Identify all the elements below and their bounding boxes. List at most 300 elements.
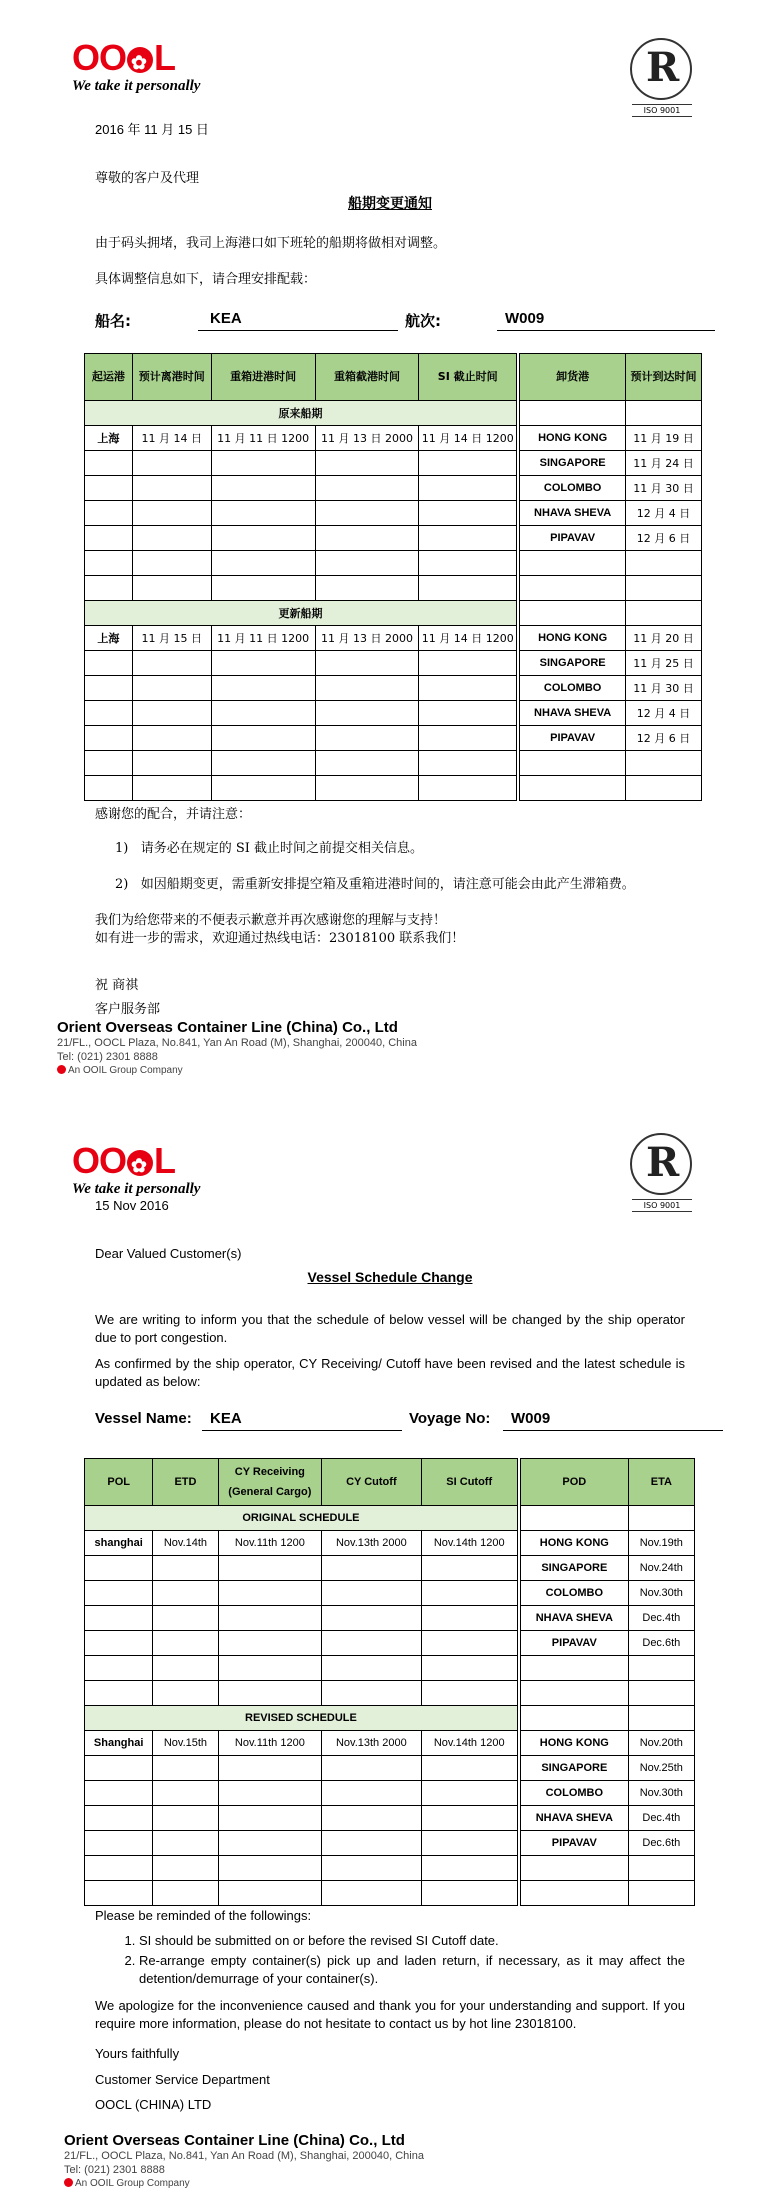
pod-cell: NHAVA SHEVA: [520, 501, 626, 526]
eta-cell: 11 月 24 日: [626, 451, 702, 476]
note-2: 2) 如因船期变更，需重新安排提空箱及重箱进港时间的，请注意可能会由此产生滞箱费。: [115, 877, 635, 892]
table-cell: [421, 1556, 517, 1581]
table-cell: [322, 1831, 421, 1856]
table-cell: [211, 726, 315, 751]
table-cell: shanghai: [85, 1531, 153, 1556]
table-cell: [132, 501, 211, 526]
table-cell: [85, 1806, 153, 1831]
table-cell: [628, 1506, 694, 1531]
table-cell: [419, 526, 517, 551]
column-header: ETA: [628, 1459, 694, 1506]
table-cell: [153, 1756, 218, 1781]
vessel-label: 船名:: [95, 312, 131, 330]
pod-cell: [520, 576, 626, 601]
table-row: [85, 1806, 695, 1831]
original-schedule-label: ORIGINAL SCHEDULE: [85, 1506, 518, 1531]
original-schedule-label-row: [85, 1506, 695, 1531]
pod-cell: PIPAVAV: [520, 1631, 628, 1656]
eta-cell: Nov.25th: [628, 1756, 694, 1781]
oocl-flower-icon: [127, 47, 153, 73]
eta-cell: Dec.6th: [628, 1831, 694, 1856]
pod-cell: PIPAVAV: [520, 526, 626, 551]
eta-cell: 11 月 20 日: [626, 626, 702, 651]
table-row: [85, 1631, 695, 1656]
pod-cell: [520, 751, 626, 776]
table-row: [85, 726, 702, 751]
table-cell: [315, 701, 419, 726]
table-cell: [85, 1631, 153, 1656]
table-cell: [421, 1856, 517, 1881]
note-1: 1) 请务必在规定的 SI 截止时间之前提交相关信息。: [115, 841, 424, 856]
table-cell: [419, 701, 517, 726]
vessel-label: Vessel Name:: [95, 1410, 192, 1427]
table-cell: [315, 451, 419, 476]
pod-cell: SINGAPORE: [520, 1756, 628, 1781]
table-cell: 11 月 11 日 1200: [211, 626, 315, 651]
table-cell: [218, 1756, 322, 1781]
pod-cell: COLOMBO: [520, 476, 626, 501]
table-cell: [85, 1681, 153, 1706]
table-cell: [421, 1781, 517, 1806]
table-cell: [132, 551, 211, 576]
table-cell: [153, 1556, 218, 1581]
table-cell: [132, 701, 211, 726]
column-header: POD: [520, 1459, 628, 1506]
table-cell: [322, 1806, 421, 1831]
pod-cell: [520, 776, 626, 801]
table-cell: [153, 1631, 218, 1656]
table-cell: [153, 1581, 218, 1606]
eta-cell: Dec.4th: [628, 1606, 694, 1631]
voyage-value: W009: [505, 310, 545, 327]
table-cell: [322, 1856, 421, 1881]
table-cell: 11 月 14 日 1200: [419, 426, 517, 451]
table-cell: [211, 776, 315, 801]
table-cell: [315, 526, 419, 551]
logo-tagline: We take it personally: [72, 1181, 201, 1197]
table-cell: [421, 1581, 517, 1606]
table-cell: [211, 526, 315, 551]
table-cell: [211, 676, 315, 701]
column-header: ETD: [153, 1459, 218, 1506]
iso-label: ISO 9001: [632, 1199, 692, 1212]
date: 2016 年 11 月 15 日: [95, 122, 209, 137]
pod-cell: [520, 1881, 628, 1906]
footer-group: An OOIL Group Company: [57, 1064, 417, 1076]
pod-cell: HONG KONG: [520, 426, 626, 451]
eta-cell: Nov.24th: [628, 1556, 694, 1581]
table-cell: [315, 751, 419, 776]
table-cell: [315, 501, 419, 526]
table-cell: [211, 576, 315, 601]
revised-schedule-label-row: [85, 601, 702, 626]
voyage-value: W009: [511, 1410, 551, 1427]
notice-page-english: [0, 1105, 780, 2206]
table-cell: 11 月 15 日: [132, 626, 211, 651]
eta-cell: [626, 776, 702, 801]
pod-cell: [520, 551, 626, 576]
table-cell: [421, 1681, 517, 1706]
oocl-flower-icon: [127, 1150, 153, 1176]
table-cell: [153, 1656, 218, 1681]
pod-cell: COLOMBO: [520, 1581, 628, 1606]
pod-cell: COLOMBO: [520, 676, 626, 701]
table-cell: [419, 676, 517, 701]
footer-company: Orient Overseas Container Line (China) Co., Ltd: [57, 1019, 398, 1036]
table-cell: [211, 751, 315, 776]
table-cell: [85, 451, 133, 476]
voyage-field: [497, 308, 715, 331]
table-cell: [132, 576, 211, 601]
table-cell: [421, 1631, 517, 1656]
pod-cell: SINGAPORE: [520, 451, 626, 476]
revised-schedule-label: REVISED SCHEDULE: [85, 1706, 518, 1731]
table-cell: [85, 726, 133, 751]
table-cell: [419, 751, 517, 776]
table-cell: [322, 1631, 421, 1656]
table-row: [85, 676, 702, 701]
table-cell: [419, 501, 517, 526]
eta-cell: Nov.20th: [628, 1731, 694, 1756]
table-cell: [421, 1881, 517, 1906]
table-row: [85, 1531, 695, 1556]
pod-cell: HONG KONG: [520, 626, 626, 651]
eta-cell: Nov.19th: [628, 1531, 694, 1556]
table-cell: [315, 576, 419, 601]
table-cell: [421, 1831, 517, 1856]
schedule-table: [84, 353, 702, 801]
eta-cell: [628, 1881, 694, 1906]
footer: [64, 2132, 424, 2189]
table-cell: [218, 1806, 322, 1831]
eta-cell: [628, 1856, 694, 1881]
oocl-logo: OO✿ L We take it personally: [72, 1143, 212, 1198]
column-header: 重箱截港时间: [315, 354, 419, 401]
table-row: [85, 426, 702, 451]
table-row: [85, 1681, 695, 1706]
table-cell: [218, 1831, 322, 1856]
detail-text: As confirmed by the ship operator, CY Receiving/ Cutoff have been revised and the latest schedule is updated as below:: [95, 1356, 685, 1389]
table-cell: [218, 1556, 322, 1581]
page-title: Vessel Schedule Change: [307, 1269, 473, 1285]
table-cell: [211, 651, 315, 676]
table-cell: [218, 1606, 322, 1631]
table-row: [85, 626, 702, 651]
iso-label: ISO 9001: [632, 104, 692, 117]
pod-cell: NHAVA SHEVA: [520, 1806, 628, 1831]
pod-cell: PIPAVAV: [520, 1831, 628, 1856]
apology-line-2: 如有进一步的需求，欢迎通过热线电话：23018100 联系我们！: [95, 931, 465, 946]
table-cell: [421, 1806, 517, 1831]
table-cell: Nov.13th 2000: [322, 1731, 421, 1756]
thanks-text: 感谢您的配合，并请注意：: [95, 807, 252, 822]
column-header: 卸货港: [520, 354, 626, 401]
table-cell: [85, 551, 133, 576]
table-cell: [626, 401, 702, 426]
table-cell: [85, 676, 133, 701]
table-row: [85, 501, 702, 526]
table-cell: [520, 1506, 628, 1531]
table-row: [85, 576, 702, 601]
table-row: [85, 1831, 695, 1856]
closing: Yours faithfully: [95, 2046, 180, 2061]
table-cell: 11 月 14 日: [132, 426, 211, 451]
table-cell: [85, 701, 133, 726]
table-cell: [421, 1656, 517, 1681]
notes-list: [95, 1932, 685, 1996]
table-cell: [153, 1881, 218, 1906]
table-cell: [153, 1781, 218, 1806]
table-cell: [85, 651, 133, 676]
column-header: POL: [85, 1459, 153, 1506]
table-header-row: [85, 1459, 695, 1506]
revised-schedule-label-row: [85, 1706, 695, 1731]
column-header: CY Receiving (General Cargo): [218, 1459, 322, 1506]
table-cell: 11 月 14 日 1200: [419, 626, 517, 651]
table-cell: [85, 476, 133, 501]
table-cell: [218, 1881, 322, 1906]
detail-text: 具体调整信息如下，请合理安排配载：: [95, 272, 317, 287]
table-row: [85, 451, 702, 476]
table-cell: Nov.14th 1200: [421, 1531, 517, 1556]
table-cell: [218, 1631, 322, 1656]
table-cell: Nov.11th 1200: [218, 1731, 322, 1756]
eta-cell: 12 月 4 日: [626, 501, 702, 526]
intro-text: 由于码头拥堵，我司上海港口如下班轮的船期将做相对调整。: [95, 236, 447, 251]
pod-cell: HONG KONG: [520, 1531, 628, 1556]
table-cell: [85, 1781, 153, 1806]
department: Customer Service Department: [95, 2072, 270, 2087]
table-cell: [85, 501, 133, 526]
pod-cell: SINGAPORE: [520, 1556, 628, 1581]
original-schedule-label: 原来船期: [85, 401, 517, 426]
pod-cell: COLOMBO: [520, 1781, 628, 1806]
eta-cell: 12 月 6 日: [626, 526, 702, 551]
column-header: 预计离港时间: [132, 354, 211, 401]
eta-cell: 11 月 30 日: [626, 476, 702, 501]
eta-cell: [626, 551, 702, 576]
original-schedule-label-row: [85, 401, 702, 426]
table-row: [85, 651, 702, 676]
table-cell: [218, 1681, 322, 1706]
footer-address: 21/FL., OOCL Plaza, No.841, Yan An Road (M), Shanghai, 200040, China: [64, 2150, 424, 2162]
intro-text: We are writing to inform you that the schedule of below vessel will be changed by the ship operator due to port congestion.: [95, 1312, 685, 1345]
eta-cell: 11 月 25 日: [626, 651, 702, 676]
schedule-table: [84, 1458, 695, 1906]
table-cell: [218, 1781, 322, 1806]
table-cell: [322, 1606, 421, 1631]
footer-tel: Tel: (021) 2301 8888: [64, 2164, 165, 2176]
table-row: [85, 526, 702, 551]
logo-tagline: We take it personally: [72, 78, 201, 94]
eta-cell: Nov.30th: [628, 1781, 694, 1806]
table-cell: [322, 1881, 421, 1906]
oocl-logo: OO✿ L We take it personally: [72, 40, 212, 95]
table-cell: [315, 551, 419, 576]
table-cell: Nov.11th 1200: [218, 1531, 322, 1556]
table-cell: [315, 726, 419, 751]
eta-cell: 11 月 19 日: [626, 426, 702, 451]
table-row: [85, 776, 702, 801]
table-cell: [322, 1781, 421, 1806]
eta-cell: Dec.4th: [628, 1806, 694, 1831]
reminder-text: Please be reminded of the followings:: [95, 1908, 312, 1923]
column-header: 预计到达时间: [626, 354, 702, 401]
apology-text: We apologize for the inconvenience caused and thank you for your understanding and support. If you require more information, please do not hesitate to contact us by hot line 23018100.: [95, 1998, 685, 2031]
table-row: [85, 1756, 695, 1781]
table-row: [85, 1731, 695, 1756]
table-cell: [218, 1856, 322, 1881]
table-header-row: [85, 354, 702, 401]
table-row: [85, 1881, 695, 1906]
eta-cell: Dec.6th: [628, 1631, 694, 1656]
table-cell: [218, 1581, 322, 1606]
footer-group: An OOIL Group Company: [64, 2177, 424, 2189]
table-cell: [218, 1656, 322, 1681]
table-cell: Nov.14th: [153, 1531, 218, 1556]
pod-cell: [520, 1856, 628, 1881]
table-cell: 11 月 13 日 2000: [315, 426, 419, 451]
table-cell: [153, 1856, 218, 1881]
pod-cell: HONG KONG: [520, 1731, 628, 1756]
date: 15 Nov 2016: [95, 1198, 169, 1213]
table-cell: [322, 1681, 421, 1706]
table-cell: [85, 1881, 153, 1906]
table-cell: 11 月 11 日 1200: [211, 426, 315, 451]
table-cell: [419, 451, 517, 476]
table-cell: [132, 776, 211, 801]
closing: 祝 商祺: [95, 978, 139, 993]
greeting: Dear Valued Customer(s): [95, 1246, 242, 1261]
note-1: 1. SI should be submitted on or before the revised SI Cutoff date.: [139, 1932, 685, 1950]
table-row: [85, 1656, 695, 1681]
table-cell: [85, 1831, 153, 1856]
table-row: [85, 551, 702, 576]
table-cell: [132, 751, 211, 776]
table-cell: [132, 526, 211, 551]
pod-cell: [520, 1656, 628, 1681]
table-row: [85, 1606, 695, 1631]
greeting: 尊敬的客户及代理: [95, 171, 200, 186]
table-cell: [153, 1806, 218, 1831]
table-row: [85, 476, 702, 501]
table-cell: [520, 601, 626, 626]
lrqa-seal-icon: R ISO 9001: [626, 38, 700, 120]
table-cell: [85, 1656, 153, 1681]
table-cell: [419, 551, 517, 576]
column-header: SI 截止时间: [419, 354, 517, 401]
table-cell: Nov.14th 1200: [421, 1731, 517, 1756]
table-cell: [153, 1681, 218, 1706]
pod-cell: NHAVA SHEVA: [520, 701, 626, 726]
table-row: [85, 1856, 695, 1881]
footer: [57, 1019, 417, 1076]
eta-cell: 11 月 30 日: [626, 676, 702, 701]
table-cell: [322, 1656, 421, 1681]
table-cell: [626, 601, 702, 626]
column-header: CY Cutoff: [322, 1459, 421, 1506]
table-row: [85, 751, 702, 776]
table-cell: [315, 776, 419, 801]
pod-cell: NHAVA SHEVA: [520, 1606, 628, 1631]
oocl-flower-icon: [57, 1065, 66, 1074]
table-cell: [85, 576, 133, 601]
table-cell: [421, 1756, 517, 1781]
pod-cell: PIPAVAV: [520, 726, 626, 751]
eta-cell: 12 月 4 日: [626, 701, 702, 726]
table-cell: [419, 726, 517, 751]
footer-company: Orient Overseas Container Line (China) Co., Ltd: [64, 2132, 405, 2149]
table-cell: [85, 751, 133, 776]
eta-cell: [628, 1656, 694, 1681]
table-cell: [85, 526, 133, 551]
table-cell: [85, 1606, 153, 1631]
table-cell: [322, 1581, 421, 1606]
table-cell: [419, 476, 517, 501]
eta-cell: [626, 576, 702, 601]
pod-cell: SINGAPORE: [520, 651, 626, 676]
table-cell: [520, 401, 626, 426]
table-cell: [85, 1756, 153, 1781]
vessel-value: KEA: [210, 310, 242, 327]
table-cell: [315, 676, 419, 701]
voyage-label: 航次:: [405, 312, 441, 330]
eta-cell: 12 月 6 日: [626, 726, 702, 751]
table-cell: [419, 576, 517, 601]
table-cell: [153, 1606, 218, 1631]
table-cell: [85, 1856, 153, 1881]
table-cell: Shanghai: [85, 1731, 153, 1756]
oocl-flower-icon: [64, 2178, 73, 2187]
page-title: 船期变更通知: [348, 196, 432, 212]
table-cell: 11 月 13 日 2000: [315, 626, 419, 651]
table-cell: [211, 451, 315, 476]
table-row: [85, 701, 702, 726]
table-cell: [132, 451, 211, 476]
vessel-field: [202, 1408, 402, 1431]
voyage-label: Voyage No:: [409, 1410, 491, 1427]
table-cell: [132, 476, 211, 501]
table-cell: [211, 551, 315, 576]
footer-tel: Tel: (021) 2301 8888: [57, 1051, 158, 1063]
column-header: 重箱进港时间: [211, 354, 315, 401]
table-cell: Nov.13th 2000: [322, 1531, 421, 1556]
table-cell: [132, 726, 211, 751]
eta-cell: [628, 1681, 694, 1706]
pod-cell: [520, 1681, 628, 1706]
company-short: OOCL (CHINA) LTD: [95, 2097, 212, 2112]
lrqa-seal-icon: R ISO 9001: [626, 1133, 700, 1215]
table-cell: [419, 776, 517, 801]
department: 客户服务部: [95, 1002, 161, 1017]
table-cell: Nov.15th: [153, 1731, 218, 1756]
table-cell: [132, 676, 211, 701]
table-cell: [153, 1831, 218, 1856]
voyage-field: [503, 1408, 723, 1431]
table-row: [85, 1581, 695, 1606]
table-cell: [322, 1756, 421, 1781]
table-cell: 上海: [85, 626, 133, 651]
table-cell: [322, 1556, 421, 1581]
eta-cell: [626, 751, 702, 776]
table-cell: [628, 1706, 694, 1731]
table-cell: [211, 501, 315, 526]
eta-cell: Nov.30th: [628, 1581, 694, 1606]
table-cell: [85, 776, 133, 801]
table-cell: [211, 701, 315, 726]
vessel-value: KEA: [210, 1410, 242, 1427]
table-cell: [211, 476, 315, 501]
